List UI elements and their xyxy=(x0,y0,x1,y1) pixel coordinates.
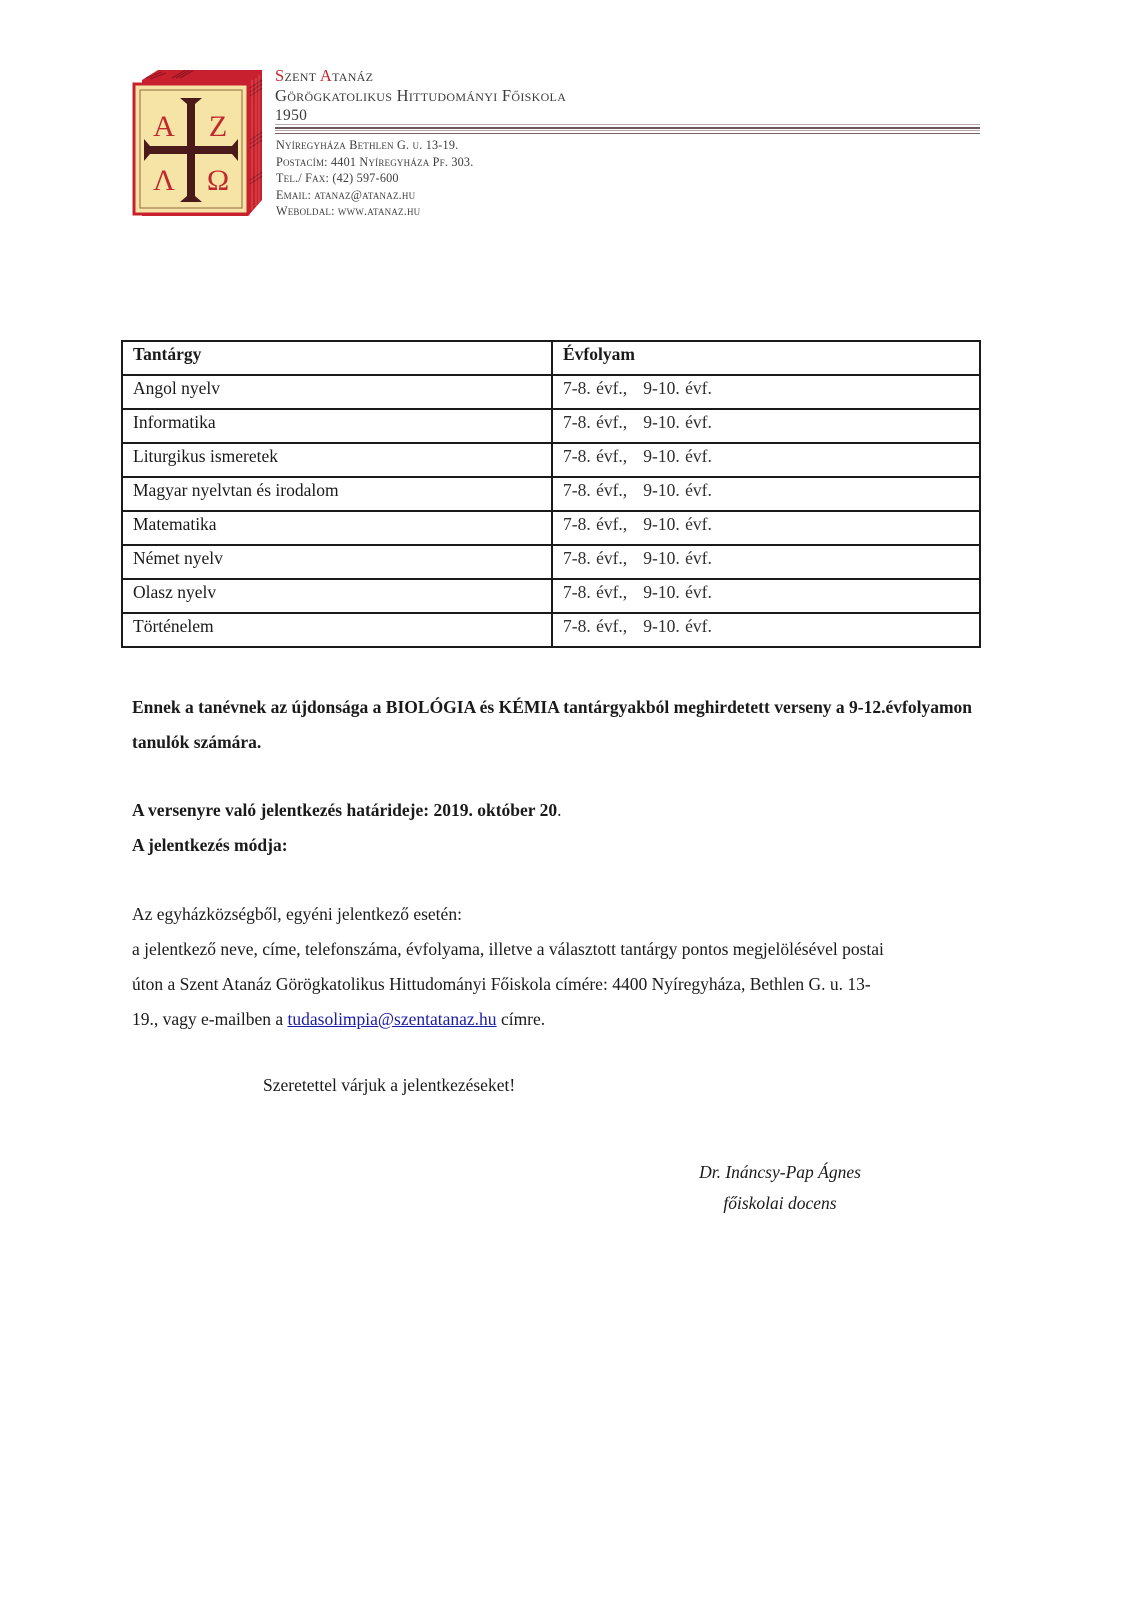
table-header-row xyxy=(122,341,980,375)
svg-text:Λ: Λ xyxy=(153,164,175,197)
subject-cell: Angol nyelv xyxy=(122,375,552,409)
subject-cell: Informatika xyxy=(122,409,552,443)
college-name-line2: Görögkatolikus Hittudományi Főiskola xyxy=(275,86,567,105)
college-name xyxy=(275,66,566,126)
subject-cell: Német nyelv xyxy=(122,545,552,579)
svg-text:A: A xyxy=(153,110,175,143)
website: Weboldal: www.atanaz.hu xyxy=(276,204,421,218)
subject-cell: Magyar nyelvtan és irodalom xyxy=(122,477,552,511)
letterhead-divider xyxy=(275,124,980,135)
closing-greeting: Szeretettel várjuk a jelentkezéseket! xyxy=(263,1075,516,1095)
grade-cell: 7-8. évf., 9-10. évf. xyxy=(552,545,980,579)
grade-cell: 7-8. évf., 9-10. évf. xyxy=(552,375,980,409)
college-name-line1: Szent Atanáz xyxy=(275,66,374,85)
subjects-table xyxy=(121,340,981,648)
subject-cell: Olasz nyelv xyxy=(122,579,552,613)
grade-cell: 7-8. évf., 9-10. évf. xyxy=(552,477,980,511)
body-line: Az egyházközségből, egyéni jelentkező esetén: xyxy=(132,904,462,924)
table-row xyxy=(122,579,980,613)
table-row xyxy=(122,511,980,545)
grade-cell: 7-8. évf., 9-10. évf. xyxy=(552,579,980,613)
signature-title: főiskolai docens xyxy=(723,1193,837,1213)
founded-year: 1950 xyxy=(275,107,308,124)
svg-text:Z: Z xyxy=(208,110,228,143)
subject-cell: Liturgikus ismeretek xyxy=(122,443,552,477)
body-line: a jelentkező neve, címe, telefonszáma, évfolyama, illetve a választott tantárgy pontos megjelölésével postai xyxy=(132,939,884,959)
contact-block xyxy=(276,137,473,220)
header-grade: Évfolyam xyxy=(552,341,980,375)
grade-cell: 7-8. évf., 9-10. évf. xyxy=(552,409,980,443)
grade-cell: 7-8. évf., 9-10. évf. xyxy=(552,511,980,545)
subject-cell: Matematika xyxy=(122,511,552,545)
table-row xyxy=(122,443,980,477)
table-row xyxy=(122,545,980,579)
contact-email: Email: atanaz@atanaz.hu xyxy=(276,187,416,202)
college-logo-icon xyxy=(132,70,268,216)
signature-name: Dr. Ináncsy-Pap Ágnes xyxy=(699,1162,861,1182)
announcement-paragraph: Ennek a tanévnek az újdonsága a BIOLÓGIA és KÉMIA tantárgyakból meghirdetett verseny a 9-12.évfolyamon tanulók számára. xyxy=(132,697,973,752)
body-line: úton a Szent Atanáz Görögkatolikus Hittudományi Főiskola címére: 4400 Nyíregyháza, Bethlen G. u. 13- xyxy=(132,974,871,994)
grade-cell: 7-8. évf., 9-10. évf. xyxy=(552,613,980,647)
postal-address: Postacím: 4401 Nyíregyháza Pf. 303. xyxy=(276,154,474,169)
phone: Tel./ Fax: (42) 597-600 xyxy=(276,171,399,185)
header-subject: Tantárgy xyxy=(122,341,552,375)
table-row xyxy=(122,613,980,647)
table-row xyxy=(122,477,980,511)
deadline-line: A versenyre való jelentkezés határideje: 2019. október 20. xyxy=(132,800,562,820)
table-row xyxy=(122,409,980,443)
grade-cell: 7-8. évf., 9-10. évf. xyxy=(552,443,980,477)
body-line: 19., vagy e-mailben a tudasolimpia@szentatanaz.hu címre. xyxy=(132,1009,546,1029)
method-heading: A jelentkezés módja: xyxy=(132,835,288,855)
address: Nyíregyháza Bethlen G. u. 13-19. xyxy=(276,138,459,152)
table-row xyxy=(122,375,980,409)
subject-cell: Történelem xyxy=(122,613,552,647)
email-link[interactable]: tudasolimpia@szentatanaz.hu xyxy=(287,1009,497,1029)
svg-text:Ω: Ω xyxy=(206,164,230,197)
